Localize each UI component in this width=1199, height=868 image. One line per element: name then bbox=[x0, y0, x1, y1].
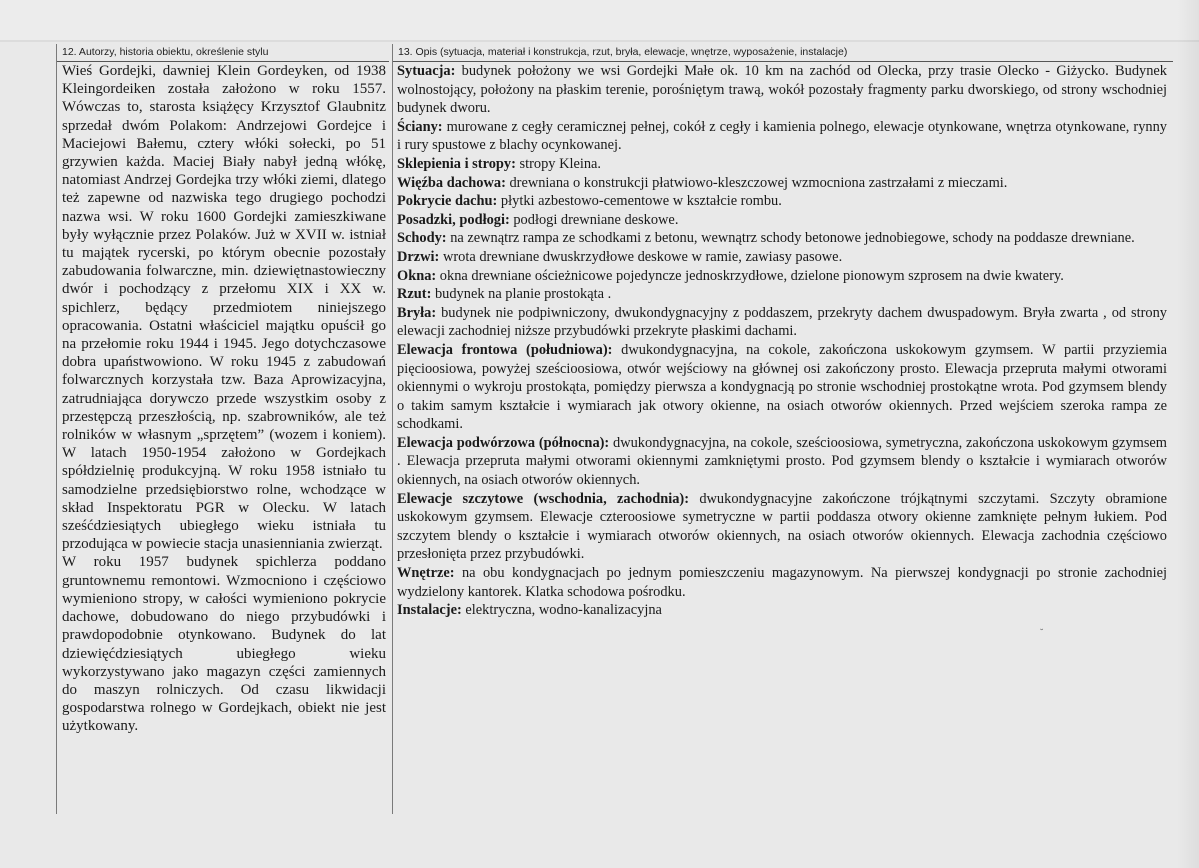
entry-text: dwukondygnacyjne zakończone trójkątnymi szczytami. Szczyty obramione uskokowym gzymsem. Elewacje czteroosiowe symetryczne w partii poddasza otwory okienne zamknięte pełnym łukiem. Pod szczytem blendy o kształcie i wymiarach otworów okiennych, na osiach otworów okiennych. Elewacja zachodnia częściowo przesłonięta przez przybudówki. bbox=[397, 490, 1167, 563]
entry-text: dwukondygnacyjna, na cokole, zakończona uskokowym gzymsem. W partii przyziemia pięcioosiowa, powyżej sześcioosiowa, otwór wejściowy na głównej osi zakończony prosto. Elewacja przepruta małymi otworami okiennymi o wykroju prostokąta, pomiędzy pierwsza a kondygnacją po stronie wschodniej prostokątne wrota. Pod gzymsem blendy o takim samym kształcie i wymiarach jak otwory okienne, na osiach otworów okiennych. Przed wejściem szeroka rampa ze schodkami. bbox=[397, 341, 1167, 433]
entry-floors bbox=[397, 211, 1167, 230]
entry-plan bbox=[397, 285, 1167, 304]
entry-text: budynek nie podpiwniczony, dwukondygnacyjny z poddaszem, przekryty dachem dwuspadowym. Bryła zwarta , od strony elewacji zachodniej niższe przybudówki przekryte płaskimi dachami. bbox=[397, 304, 1167, 340]
entry-text: podłogi drewniane deskowe. bbox=[509, 211, 679, 228]
entry-text: budynek na planie prostokąta . bbox=[431, 286, 612, 303]
entry-installations bbox=[397, 601, 1167, 620]
entry-text: płytki azbestowo-cementowe w kształcie rombu. bbox=[497, 193, 782, 210]
entry-label: Ściany: bbox=[397, 118, 443, 135]
description-body bbox=[393, 62, 1173, 620]
record-form bbox=[56, 44, 1174, 814]
scan-speck: ˘ bbox=[1040, 628, 1044, 639]
history-header: 12. Autorzy, historia obiektu, określenie stylu bbox=[57, 44, 389, 62]
entry-label: Bryła: bbox=[397, 304, 437, 321]
entry-windows bbox=[397, 267, 1167, 286]
entry-label: Sytuacja: bbox=[397, 63, 456, 79]
entry-stairs bbox=[397, 229, 1167, 248]
history-paragraph: Wieś Gordejki, dawniej Klein Gordeyken, od 1938 Kleingordeiken została założono w roku 1557. Wówczas to, starosta książęcy Krzysztof Glaubnitz sprzedał dwóm Polakom: Andrzejowi Gordejce i Maciejowi Bałemu, cztery włóki sołecki, po 51 grzywien każda. Maciej Biały nabył jedną włókę, natomiast Andrzej Gordejka trzy włóki ziemi, dlatego też zapewne od nazwiska tego drugiego pochodzi nazwa wsi. W roku 1600 Gordejki zamieszkiwane były wyłącznie przez Polaków. Już w XVII w. istniał tu majątek rycerski, po którym obecnie pozostały zabudowania folwarczne, min. dziewiętnastowieczny dwór i pochodzący z przełomu XIX i XX w. spichlerz, będący przedmiotem niniejszego opracowania. Ostatni właściciel majątku opuścił go na przełomie roku 1944 i 1945. Jego dotychczasowe dobra upaństwowiono. W roku 1945 z zabudowań folwarcznych korzystała tzw. Baza Aprowizacyjna, zatrudniająca dorywczo przede wszystkim osoby z przestępczą przeszłością, np. szabrowników, ale też rolników w własnym „sprzętem” (wozem i koniem). W latach 1950-1954 założono w Gordejkach spółdzielnię produkcyjną. W roku 1958 istniało tu samodzielne przedsiębiorstwo rolne, wchodzące w skład Inspektoratu PGR w Olecku. W latach sześćdziesiątych ubiegłego wieku istniała tu przodująca w powiecie stacja unasienniania zwierząt. bbox=[62, 63, 386, 553]
history-paragraph: W roku 1957 budynek spichlerza poddano gruntownemu remontowi. Wzmocniono i częściowo wymieniono stropy, w całości wymieniono pokrycie dachowe, dobudowano do niego przybudówki i prawdopodobnie otynkowano. Budynek do lat dziewięćdziesiątych ubiegłego wieku wykorzystywano jako magazyn części zamiennych do maszyn rolniczych. Od czasu likwidacji gospodarstwa rolnego w Gordejkach, obiekt nie jest użytkowany. bbox=[62, 554, 386, 735]
entry-text: elektryczna, wodno-kanalizacyjna bbox=[461, 602, 662, 619]
entry-label: Okna: bbox=[397, 267, 437, 284]
entry-walls bbox=[397, 118, 1167, 155]
entry-text: na zewnątrz rampa ze schodkami z betonu, wewnątrz schody betonowe jednobiegowe, schody na poddasze drewniane. bbox=[446, 230, 1135, 247]
entry-ceilings bbox=[397, 155, 1167, 174]
history-body bbox=[57, 62, 389, 736]
sheet-edge bbox=[0, 40, 1199, 42]
entry-label: Pokrycie dachu: bbox=[397, 193, 498, 210]
scan-right-shadow bbox=[1177, 0, 1199, 868]
entry-text: drewniana o konstrukcji płatwiowo-kleszczowej wzmocniona zastrzałami z mieczami. bbox=[505, 174, 1008, 191]
entry-front-elevation bbox=[397, 341, 1167, 434]
entry-label: Elewacja podwórzowa (północna): bbox=[397, 434, 610, 451]
entry-label: Schody: bbox=[397, 230, 447, 247]
entry-label: Wnętrze: bbox=[397, 565, 455, 582]
entry-gable-elevations bbox=[397, 490, 1167, 564]
entry-text: murowane z cegły ceramicznej pełnej, cokół z cegły i kamienia polnego, elewacje otynkowane, wnętrza otynkowane, rynny i rury spustowe z blachy ocynkowanej. bbox=[397, 118, 1167, 154]
entry-text: budynek położony we wsi Gordejki Małe ok. 10 km na zachód od Olecka, przy trasie Olecko - Giżycko. Budynek wolnostojący, położony na płaskim terenie, porośniętym trawą, wokół pozostały fragmenty parku dworskiego, od strony wschodniej budynek dworu. bbox=[397, 63, 1167, 117]
entry-roofing bbox=[397, 192, 1167, 211]
entry-label: Więźba dachowa: bbox=[397, 174, 506, 191]
entry-label: Instalacje: bbox=[397, 602, 462, 619]
entry-situation bbox=[397, 62, 1167, 118]
entry-label: Elewacje szczytowe (wschodnia, zachodnia): bbox=[397, 490, 689, 507]
entry-roof-truss bbox=[397, 174, 1167, 193]
history-column bbox=[56, 44, 389, 814]
entry-text: wrota drewniane dwuskrzydłowe deskowe w ramie, zawiasy pasowe. bbox=[439, 248, 843, 265]
entry-text: stropy Kleina. bbox=[515, 155, 602, 172]
entry-label: Posadzki, podłogi: bbox=[397, 211, 510, 228]
entry-text: dwukondygnacyjna, na cokole, sześcioosiowa, symetryczna, zakończona uskokowym gzymsem . Elewacja przepruta małymi otworami okiennymi zamkniętymi prosto. Pod gzymsem blendy o kształcie i wymiarach otworów okiennych, na osiach otworów okiennych. bbox=[397, 434, 1168, 489]
entry-label: Rzut: bbox=[397, 286, 432, 303]
entry-label: Elewacja frontowa (południowa): bbox=[397, 341, 613, 358]
entry-interior bbox=[397, 564, 1167, 601]
entry-text: okna drewniane ościeżnicowe pojedyncze jednoskrzydłowe, dzielone pionowym szprosem na dwie kwatery. bbox=[436, 267, 1064, 284]
description-header: 13. Opis (sytuacja, materiał i konstrukcja, rzut, bryła, elewacje, wnętrze, wyposażenie, instalacje) bbox=[393, 44, 1173, 62]
scan-top-margin bbox=[0, 0, 1199, 40]
entry-label: Sklepienia i stropy: bbox=[397, 155, 516, 172]
entry-text: na obu kondygnacjach po jednym pomieszczeniu magazynowym. Na pierwszej kondygnacji po stronie zachodniej wydzielony kantorek. Klatka schodowa pośrodku. bbox=[397, 565, 1167, 600]
description-column bbox=[392, 44, 1173, 814]
entry-doors bbox=[397, 248, 1167, 267]
entry-massing bbox=[397, 304, 1167, 341]
entry-rear-elevation bbox=[397, 434, 1167, 490]
entry-label: Drzwi: bbox=[397, 248, 440, 265]
